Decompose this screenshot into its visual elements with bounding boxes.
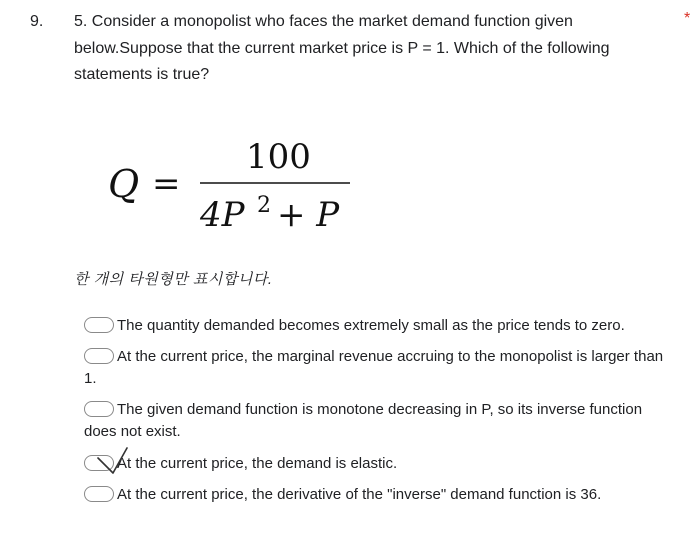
demand-formula (0, 0, 700, 250)
option-4[interactable] (84, 453, 674, 475)
formula-numerator: 100 (246, 137, 311, 177)
option-2[interactable] (84, 346, 674, 390)
answer-hint: 한 개의 타원형만 표시합니다. (74, 271, 273, 288)
radio-button[interactable] (84, 455, 114, 471)
formula-denominator-a: 4P (200, 195, 245, 235)
radio-button[interactable] (84, 486, 114, 502)
option-label: At the current price, the derivative of the "inverse" demand function is 36. (117, 486, 602, 503)
radio-button[interactable] (84, 317, 114, 333)
formula-lhs: Q (108, 162, 140, 206)
formula-denominator-exponent: 2 (257, 193, 271, 218)
formula-denominator-b: + P (277, 195, 340, 235)
required-marker: * (684, 10, 691, 27)
option-label: At the current price, the marginal revenue accruing to the monopolist is larger than 1. (84, 348, 664, 387)
option-3[interactable] (84, 399, 674, 443)
question-text: 5. Consider a monopolist who faces the market demand function given below.Suppose that the current market price is P = 1. Which of the following statements is true? (74, 13, 610, 83)
radio-button[interactable] (84, 348, 114, 364)
question-number: 9. (30, 13, 44, 30)
option-label: The given demand function is monotone decreasing in P, so its inverse function does not exist. (84, 401, 643, 440)
option-1[interactable] (84, 315, 674, 337)
option-label: The quantity demanded becomes extremely small as the price tends to zero. (117, 317, 625, 334)
radio-button[interactable] (84, 401, 114, 417)
formula-equals: = (152, 164, 181, 204)
option-5[interactable] (84, 484, 674, 506)
option-label: At the current price, the demand is elastic. (117, 455, 398, 472)
